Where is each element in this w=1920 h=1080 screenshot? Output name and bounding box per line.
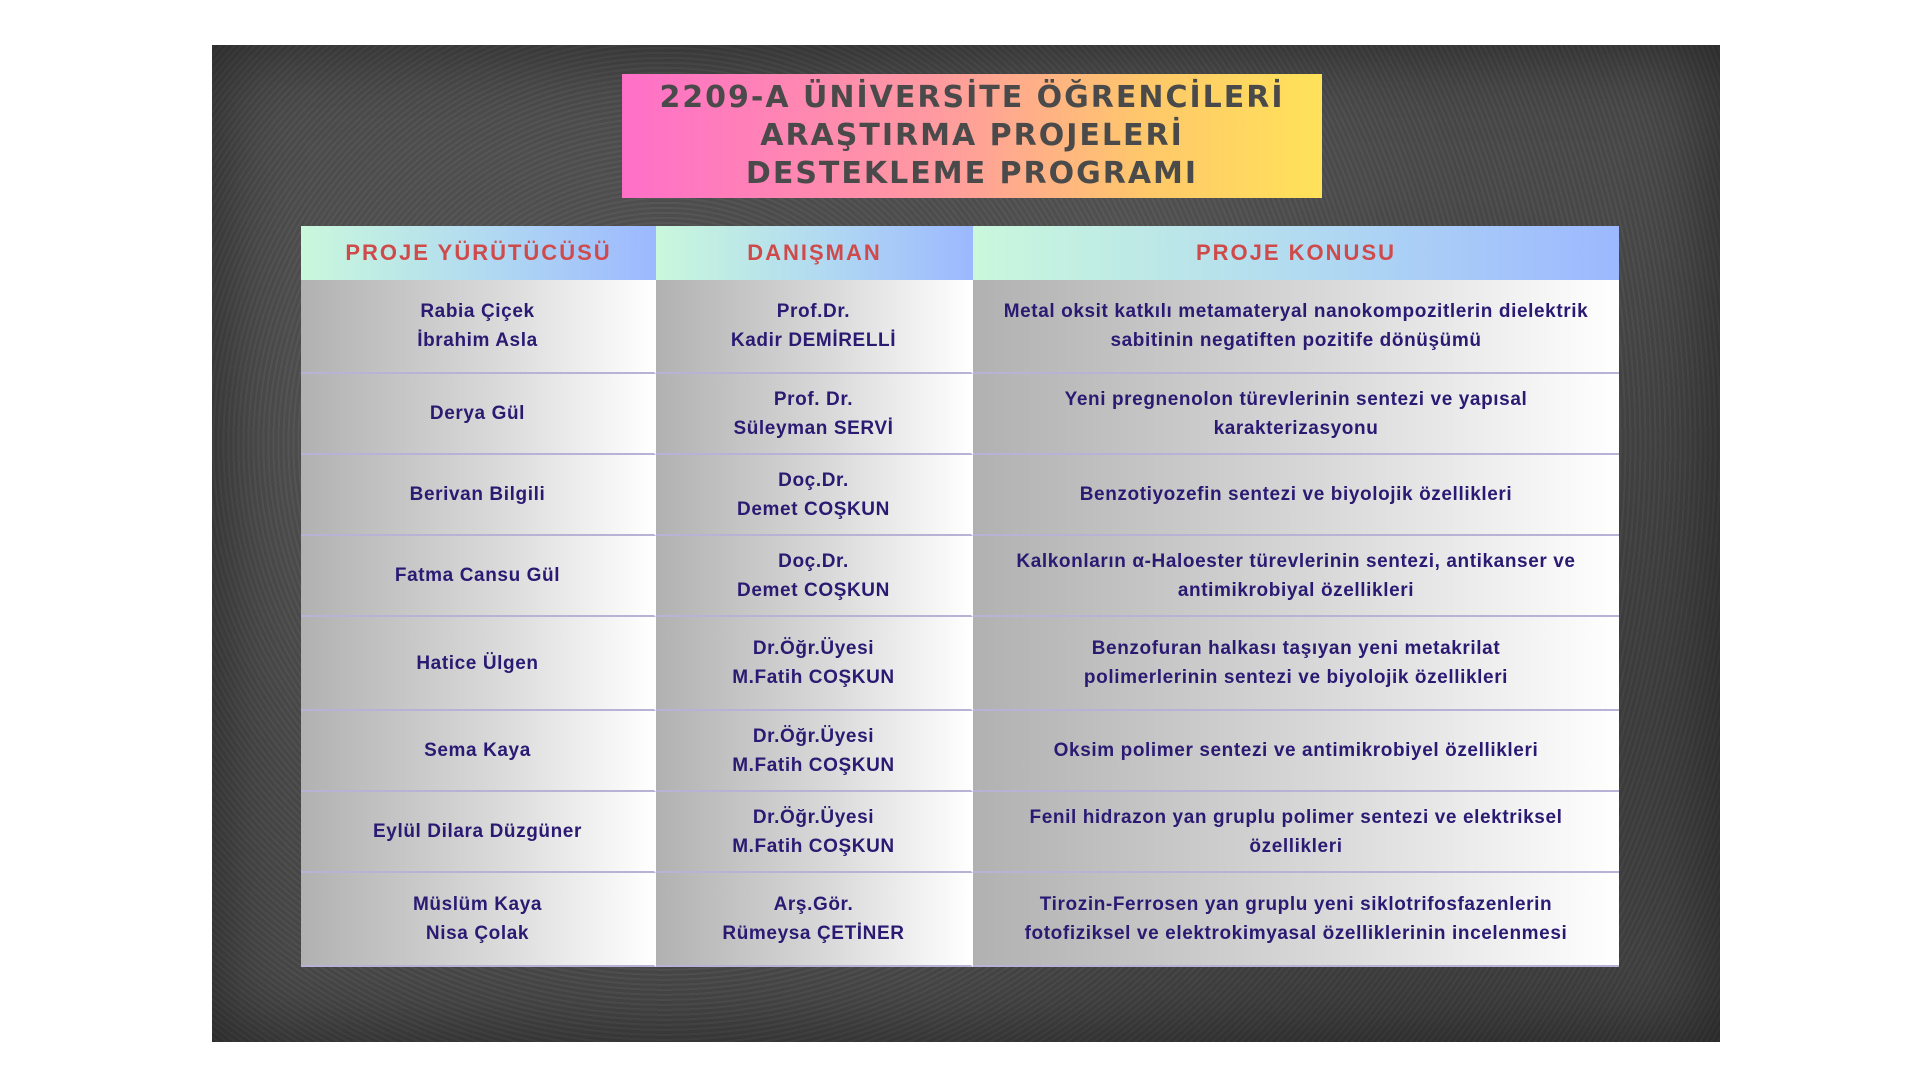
advisor-cell-line: Süleyman SERVİ: [733, 417, 894, 439]
student-cell: [301, 711, 656, 792]
topic-cell-line: Metal oksit katkılı metamateryal nanokompozitlerin dielektrik: [1003, 301, 1589, 322]
topic-cell: [973, 374, 1619, 455]
advisor-cell: [656, 792, 973, 873]
student-cell-content: [410, 480, 546, 509]
topic-cell-line: özellikleri: [1249, 835, 1343, 857]
advisor-cell-line: M.Fatih COŞKUN: [732, 667, 895, 688]
advisor-cell-content: [732, 722, 895, 780]
topic-cell-content: [1025, 890, 1568, 948]
advisor-cell-line: M.Fatih COŞKUN: [732, 835, 895, 857]
advisor-cell: [656, 280, 973, 374]
topic-cell-line: polimerlerinin sentezi ve biyolojik özellikleri: [1083, 667, 1509, 688]
advisor-cell-line: Doç.Dr.: [778, 550, 849, 572]
student-cell-line: Berivan Bilgili: [409, 484, 546, 505]
topic-cell-line: Oksim polimer sentezi ve antimikrobiyel özellikleri: [1053, 740, 1539, 761]
topic-cell: [973, 455, 1619, 536]
topic-cell-content: [1084, 634, 1508, 692]
header-topic: PROJE KONUSU: [973, 226, 1619, 280]
header-student: PROJE YÜRÜTÜCÜSÜ: [301, 226, 656, 280]
student-cell-line: Nisa Çolak: [425, 923, 530, 944]
advisor-cell-line: Demet COŞKUN: [737, 498, 890, 520]
advisor-cell-line: Dr.Öğr.Üyesi: [752, 806, 875, 828]
advisor-cell-line: Prof.Dr.: [776, 301, 851, 322]
student-cell-content: [430, 399, 525, 428]
student-cell-line: Fatma Cansu Gül: [394, 565, 561, 586]
advisor-cell-content: [722, 890, 904, 948]
advisor-cell-content: [731, 297, 896, 355]
title-line-2: ARAŞTIRMA PROJELERİ: [760, 118, 1184, 153]
project-table: [301, 226, 1619, 967]
student-cell-content: [413, 890, 542, 948]
student-cell-content: [424, 736, 531, 765]
student-cell-line: Hatice Ülgen: [416, 652, 539, 674]
advisor-cell-line: Prof. Dr.: [773, 388, 854, 410]
topic-cell: [973, 617, 1619, 711]
topic-cell-line: fotofiziksel ve elektrokimyasal özelliklerinin incelenmesi: [1024, 923, 1568, 944]
advisor-cell-line: Rümeysa ÇETİNER: [722, 923, 905, 944]
student-cell-content: [395, 561, 560, 590]
topic-cell-content: [1054, 736, 1539, 765]
topic-cell-line: Yeni pregnenolon türevlerinin sentezi ve yapısal: [1064, 388, 1528, 410]
topic-cell-line: Fenil hidrazon yan gruplu polimer sentezi ve elektriksel: [1029, 806, 1563, 828]
title-line-1: 2209-A ÜNİVERSİTE ÖĞRENCİLERİ: [659, 80, 1285, 115]
advisor-cell: [656, 711, 973, 792]
student-cell-line: Rabia Çiçek: [420, 301, 535, 322]
advisor-cell-content: [732, 634, 895, 692]
student-cell: [301, 280, 656, 374]
advisor-cell-line: M.Fatih COŞKUN: [732, 754, 895, 776]
student-cell-line: İbrahim Asla: [417, 330, 538, 351]
student-cell: [301, 617, 656, 711]
topic-cell-line: Kalkonların α-Haloester türevlerinin sentezi, antikanser ve: [1016, 550, 1576, 572]
title-line-3: DESTEKLEME PROGRAMI: [745, 156, 1199, 191]
student-cell-line: Sema Kaya: [424, 740, 531, 761]
student-cell-content: [417, 297, 538, 355]
advisor-cell-content: [732, 803, 895, 861]
topic-cell-line: Tirozin-Ferrosen yan gruplu yeni siklotrifosfazenlerin: [1039, 894, 1553, 915]
student-cell: [301, 792, 656, 873]
topic-cell-line: Benzotiyozefin sentezi ve biyolojik özellikleri: [1079, 484, 1513, 505]
student-cell-content: [373, 817, 582, 846]
advisor-cell: [656, 455, 973, 536]
topic-cell: [973, 873, 1619, 967]
topic-cell-content: [1029, 803, 1562, 861]
topic-cell-line: antimikrobiyal özellikleri: [1177, 579, 1415, 601]
student-cell-content: [416, 649, 538, 678]
student-cell: [301, 374, 656, 455]
topic-cell-content: [1065, 385, 1528, 443]
advisor-cell-line: Dr.Öğr.Üyesi: [752, 725, 875, 747]
advisor-cell-line: Kadir DEMİRELLİ: [730, 330, 897, 351]
student-cell-line: Müslüm Kaya: [412, 894, 543, 915]
program-title-banner: [622, 74, 1322, 198]
topic-cell-content: [1080, 480, 1513, 509]
topic-cell-line: Benzofuran halkası taşıyan yeni metakrilat: [1091, 638, 1501, 659]
topic-cell: [973, 792, 1619, 873]
topic-cell: [973, 536, 1619, 617]
advisor-cell-line: Dr.Öğr.Üyesi: [752, 638, 875, 659]
topic-cell: [973, 711, 1619, 792]
topic-cell-line: karakterizasyonu: [1213, 417, 1379, 439]
student-cell-line: Derya Gül: [429, 403, 526, 424]
student-cell: [301, 455, 656, 536]
advisor-cell: [656, 873, 973, 967]
student-cell-line: Eylül Dilara Düzgüner: [373, 821, 582, 842]
advisor-cell-line: Arş.Gör.: [773, 894, 854, 915]
advisor-cell-content: [737, 466, 890, 524]
advisor-cell: [656, 374, 973, 455]
advisor-cell-content: [733, 385, 893, 443]
advisor-cell-line: Doç.Dr.: [778, 469, 849, 491]
advisor-cell-content: [737, 547, 890, 605]
student-cell: [301, 536, 656, 617]
topic-cell-content: [1004, 297, 1589, 355]
advisor-cell-line: Demet COŞKUN: [737, 579, 890, 601]
student-cell: [301, 873, 656, 967]
advisor-cell: [656, 536, 973, 617]
topic-cell-content: [1016, 547, 1575, 605]
topic-cell-line: sabitinin negatiften pozitife dönüşümü: [1110, 330, 1482, 351]
topic-cell: [973, 280, 1619, 374]
advisor-cell: [656, 617, 973, 711]
header-advisor: DANIŞMAN: [656, 226, 973, 280]
